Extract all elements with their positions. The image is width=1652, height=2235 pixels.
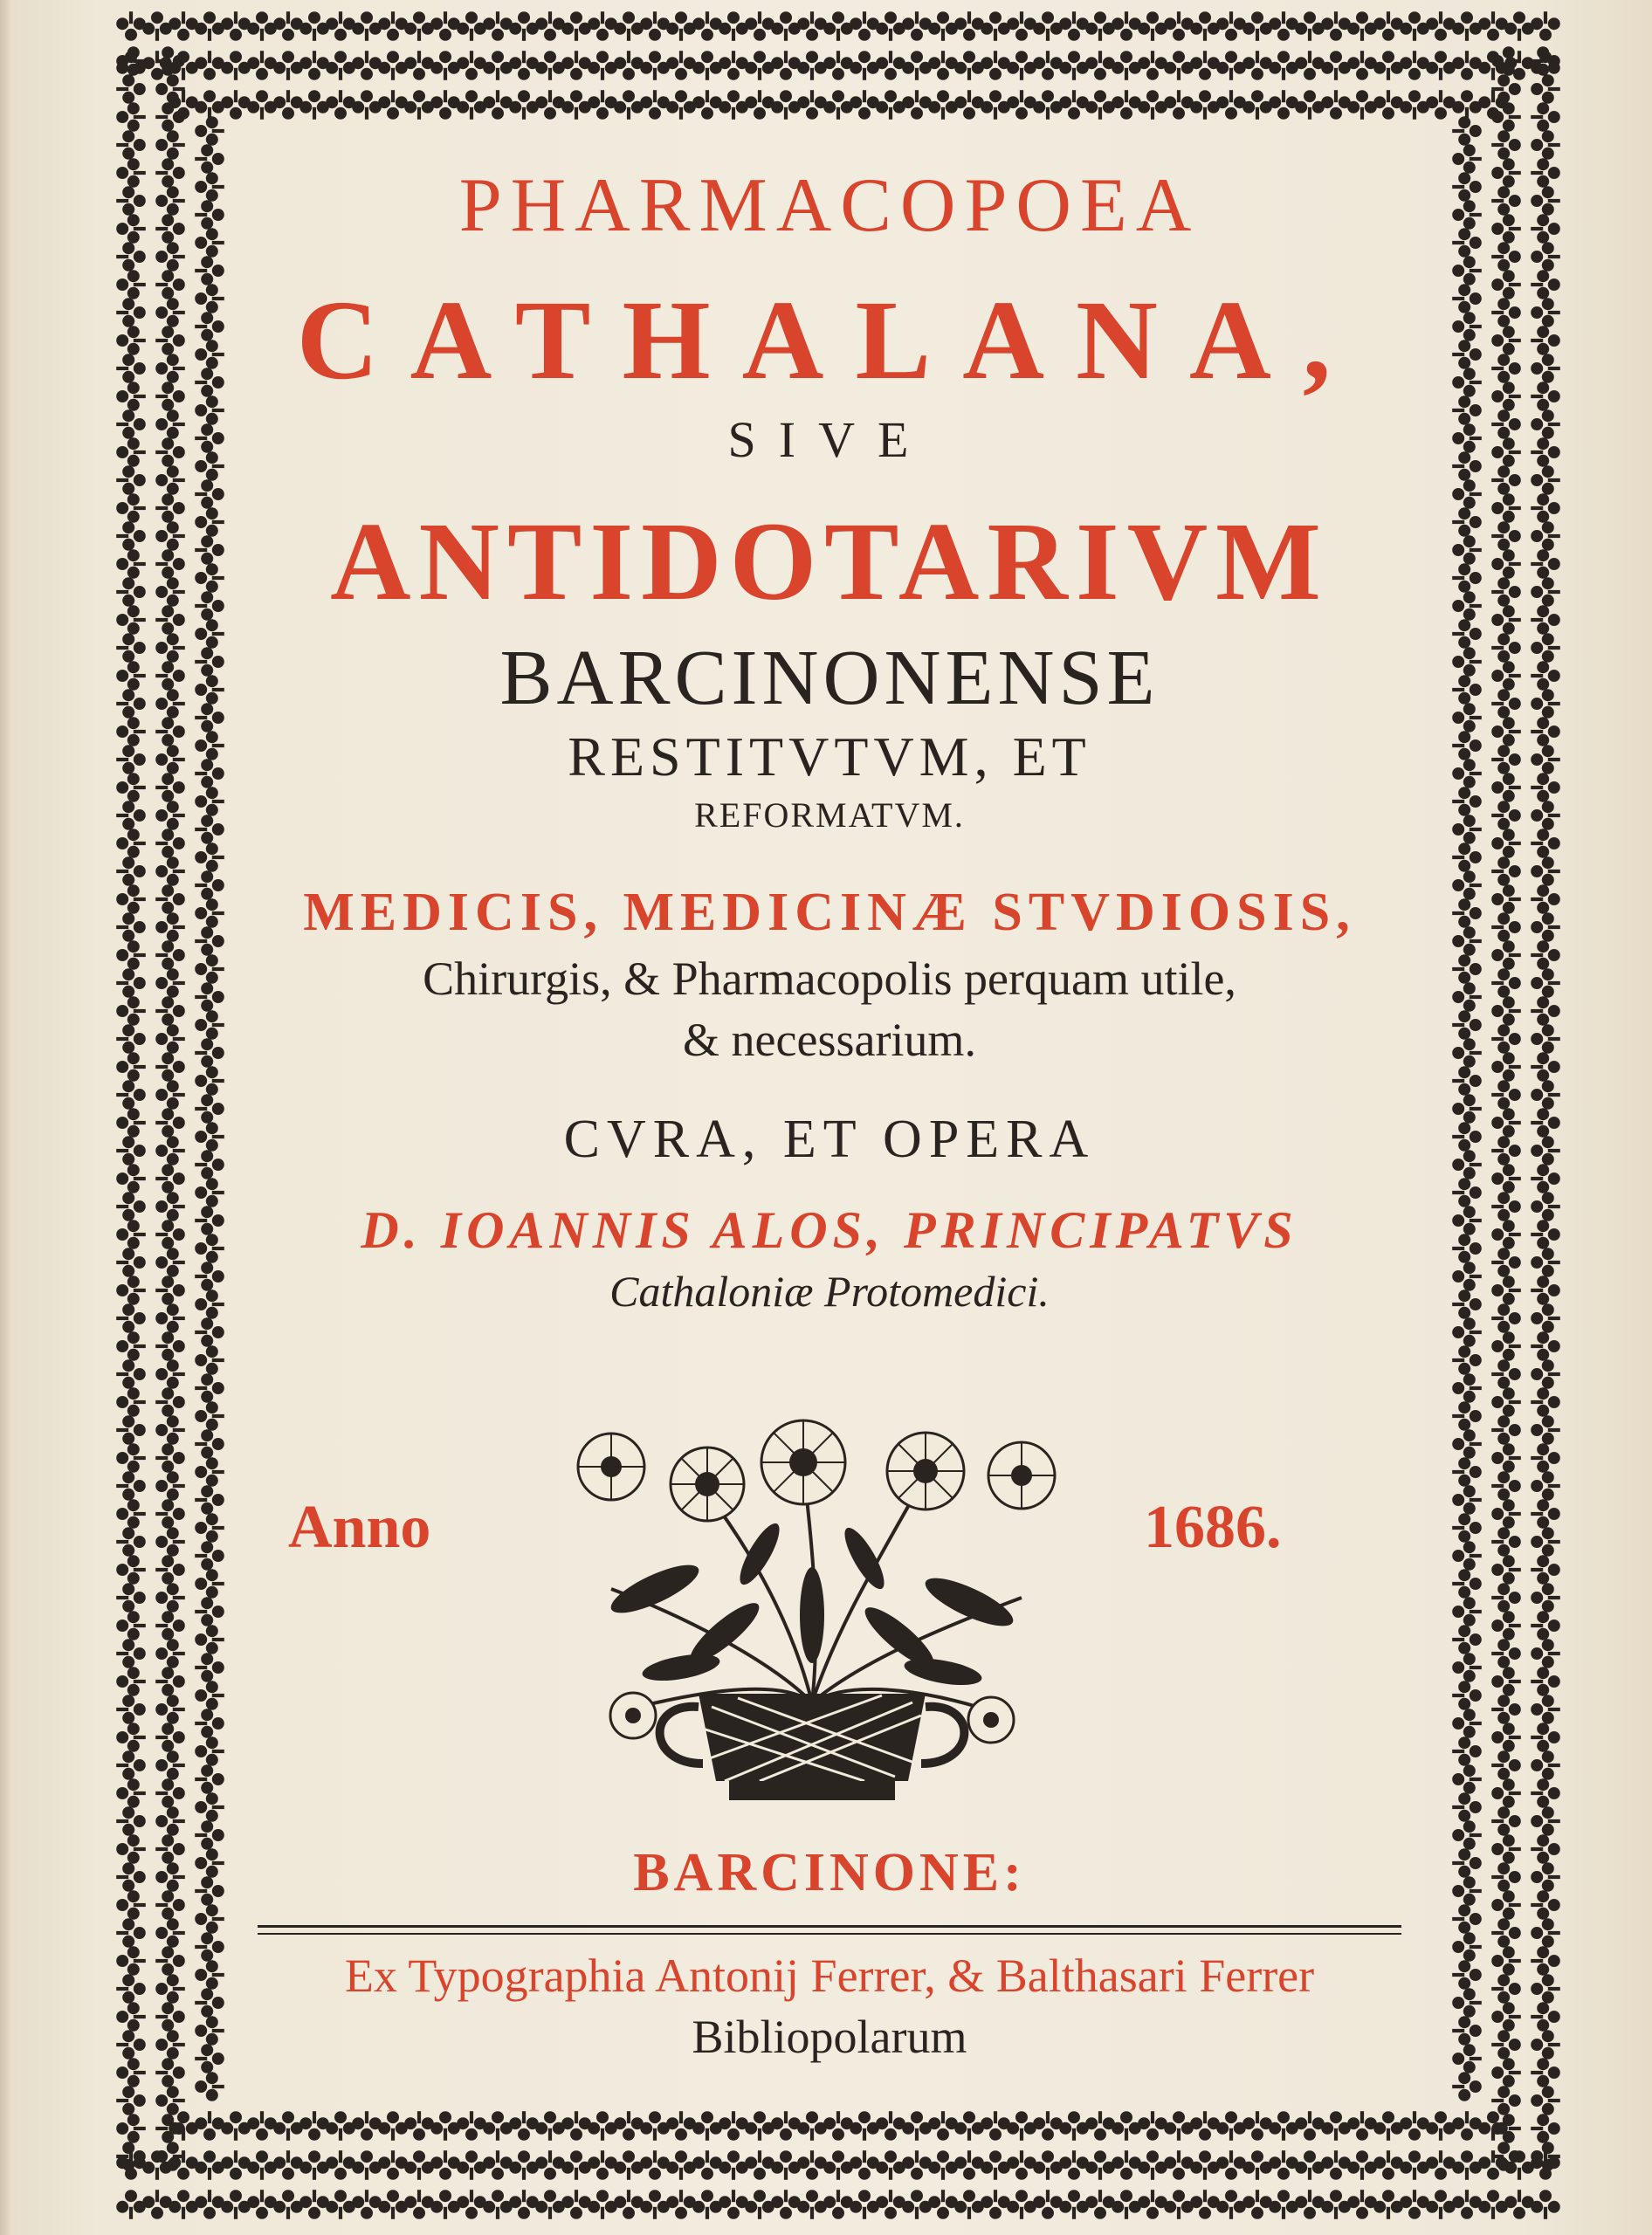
title-line-cathalana: CATHALANA,	[296, 278, 1363, 403]
anno-label: Anno	[288, 1494, 431, 1561]
title-line-sive: SIVE	[727, 411, 932, 468]
dedication-chirurgis: Chirurgis, & Pharmacopolis perquam utile,	[423, 952, 1236, 1005]
author-title: Cathaloniæ Protomedici.	[609, 1267, 1050, 1316]
imprint-rule	[258, 1925, 1401, 1935]
dedication-necessarium: & necessarium.	[683, 1014, 976, 1066]
author-name: D. IOANNIS ALOS, PRINCIPATVS	[361, 1201, 1298, 1259]
title-line-restitutum: RESTITVTVM, ET	[568, 726, 1091, 787]
flower-vase-woodcut	[550, 1414, 1074, 1816]
dedication-medicis: MEDICIS, MEDICINÆ STVDIOSIS,	[303, 883, 1356, 942]
year-label: 1686.	[1144, 1494, 1282, 1561]
title-line-antidotarium: ANTIDOTARIVM	[330, 499, 1329, 623]
title-line-pharmacopoea: PHARMACOPOEA	[458, 163, 1201, 248]
text-panel	[253, 122, 1406, 2069]
imprint-bibliopolarum: Bibliopolarum	[692, 2011, 967, 2063]
title-line-reformatum: REFORMATVM.	[694, 795, 965, 835]
imprint-printers: Ex Typographia Antonij Ferrer, & Balthasari Ferrer	[344, 1950, 1315, 2002]
cura-et-opera: CVRA, ET OPERA	[563, 1110, 1096, 1169]
title-line-barcinonense: BARCINONENSE	[499, 635, 1160, 721]
place-barcinone: BARCINONE:	[633, 1843, 1026, 1902]
